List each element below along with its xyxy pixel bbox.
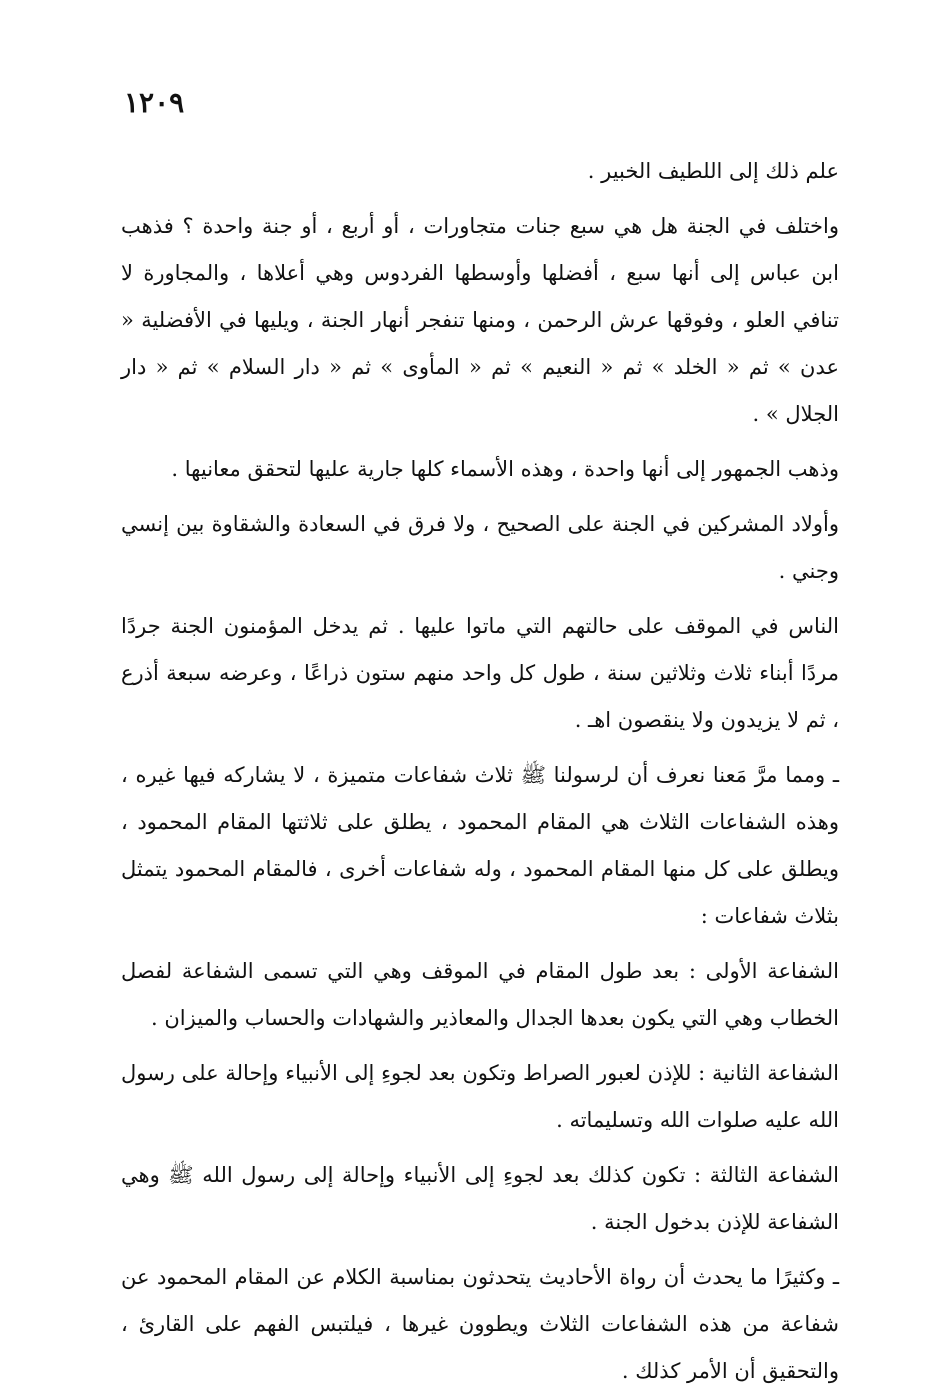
page-body <box>121 148 839 1395</box>
paragraph-majority-view: وذهب الجمهور إلى أنها واحدة ، وهذه الأسماء كلها جارية عليها لتحقق معانيها . <box>171 457 839 481</box>
paragraph-second-intercession: الشفاعة الثانية : للإذن لعبور الصراط وتكون بعد لجوءِ إلى الأنبياء وإحالة على رسول الله عليه صلوات الله وتسليماته . <box>121 1061 839 1132</box>
paragraph-third-intercession: الشفاعة الثالثة : تكون كذلك بعد لجوءِ إلى الأنبياء وإحالة إلى رسول الله ﷺ وهي الشفاعة للإذن بدخول الجنة . <box>121 1163 839 1234</box>
paragraph-people-at-standing: الناس في الموقف على حالتهم التي ماتوا عليها . ثم يدخل المؤمنون الجنة جردًا مردًا أبناء ثلاث وثلاثين سنة ، طول كل واحد منهم ستون ذراعًا ، وعرضه سبعة أذرع ، ثم لا يزيدون ولا ينقصون اهـ . <box>121 614 839 732</box>
paragraph-paradise-count: واختلف في الجنة هل هي سبع جنات متجاورات ، أو أربع ، أو جنة واحدة ؟ فذهب ابن عباس إلى أنها سبع ، أفضلها وأوسطها الفردوس وهي أعلاها ، والمجاورة لا تنافي العلو ، وفوقها عرش الرحمن ، ومنها تنفجر أنهار الجنة ، ويليها في الأفضلية « عدن » ثم « الخلد » ثم « النعيم » ثم « المأوى » ثم « دار السلام » ثم « دار الجلال » . <box>121 214 839 426</box>
paragraph-three-intercessions: ـ ومما مرَّ مَعنا نعرف أن لرسولنا ﷺ ثلاث شفاعات متميزة ، لا يشاركه فيها غيره ، وهذه الشفاعات الثلاث هي المقام المحمود ، يطلق على ثلاثتها المقام المحمود ، ويطلق على كل منها المقام المحمود ، وله شفاعات أخرى ، فالمقام المحمود يتمثل بثلاث شفاعات : <box>121 763 839 928</box>
paragraph-intro-end: علم ذلك إلى اللطيف الخبير . <box>587 159 839 183</box>
page-number: ١٢٠٩ <box>124 86 185 119</box>
paragraph-narrators-note: ـ وكثيرًا ما يحدث أن رواة الأحاديث يتحدثون بمناسبة الكلام عن المقام المحمود عن شفاعة من هذه الشفاعات الثلاث ويطوون غيرها ، فيلتبس الفهم على القارئ ، والتحقيق أن الأمر كذلك . <box>121 1265 839 1383</box>
paragraph-children-of-polytheists: وأولاد المشركين في الجنة على الصحيح ، ولا فرق في السعادة والشقاوة بين إنسي وجني . <box>121 512 839 583</box>
paragraph-first-intercession: الشفاعة الأولى : بعد طول المقام في الموقف وهي التي تسمى الشفاعة لفصل الخطاب وهي التي يكون بعدها الجدال والمعاذير والشهادات والحساب والميزان . <box>121 959 839 1030</box>
